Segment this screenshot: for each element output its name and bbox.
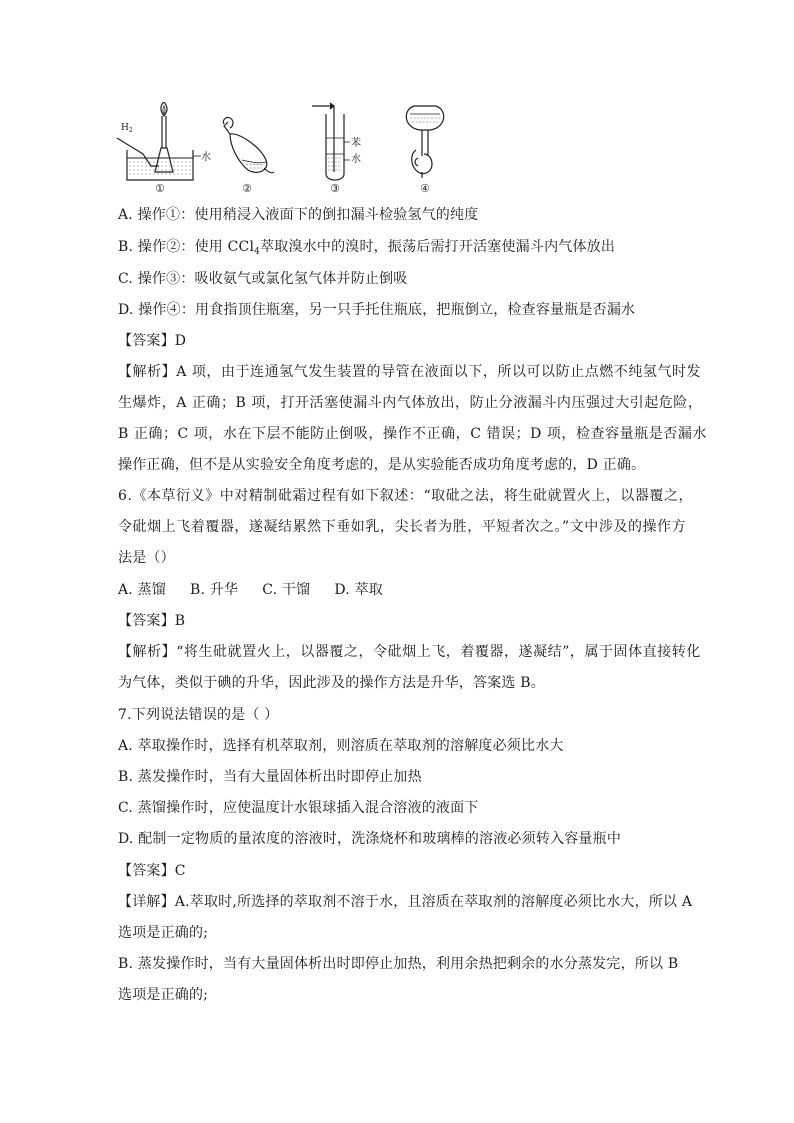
q6-option-c: C. 干馏	[262, 582, 311, 598]
figure-2-drawing	[220, 102, 280, 194]
figure-2-separatory-funnel	[220, 102, 280, 194]
figure-4-volumetric-flask	[400, 102, 460, 194]
q5-analysis-line-4: 操作正确，但不是从实验安全角度考虑的，是从实验能否成功角度考虑的，D 正确。	[118, 457, 646, 473]
q7-detail-line-2: 选项是正确的;	[118, 925, 209, 941]
q5-option-d: D. 操作④：用食指顶住瓶塞，另一只手托住瓶底，把瓶倒立，检查容量瓶是否漏水	[118, 302, 636, 318]
q5-answer: 【答案】D	[118, 333, 187, 349]
q6-stem-line-2: 令砒烟上飞着覆器，遂凝结累然下垂如乳，尖长者为胜，平短者次之。”文中涉及的操作方	[118, 519, 687, 535]
svg-text:水: 水	[201, 152, 211, 163]
q7-option-b: B. 蒸发操作时，当有大量固体析出时即停止加热	[118, 769, 422, 785]
q5-analysis-line-2: 生爆炸，A 正确；B 项，打开活塞使漏斗内气体放出，防止分液漏斗内压强过大引起危险，	[118, 395, 703, 411]
figure-3-drawing	[310, 102, 370, 194]
q7-detail-line-3: B. 蒸发操作时，当有大量固体析出时即停止加热，利用余热把剩余的水分蒸发完，所以 B	[118, 956, 679, 972]
svg-text:③: ③	[330, 182, 340, 194]
svg-text:苯: 苯	[351, 138, 361, 149]
svg-text:水: 水	[351, 154, 361, 165]
apparatus-figures	[115, 102, 455, 194]
q6-option-a: A. 蒸馏	[118, 582, 167, 598]
q5-option-b	[118, 237, 615, 262]
q6-analysis-line-2: 为气体，类似于碘的升华，因此涉及的操作方法是升华，答案选 B。	[118, 675, 545, 691]
figure-3-test-tube	[310, 102, 370, 194]
q5-option-c: C. 操作③：吸收氨气或氯化氢气体并防止倒吸	[118, 271, 408, 287]
q7-option-a: A. 萃取操作时，选择有机萃取剂，则溶质在萃取剂的溶解度必须比水大	[118, 738, 564, 754]
q5-analysis-line-1: 【解析】A 项，由于连通氢气发生装置的导管在液面以下，所以可以防止点燃不纯氢气时发	[118, 364, 702, 380]
q5-option-b-text-rest: 萃取溴水中的溴时，振荡后需打开活塞使漏斗内气体放出	[260, 239, 616, 255]
q5-option-a: A. 操作①：使用稍浸入液面下的倒扣漏斗检验氢气的纯度	[118, 207, 479, 223]
q7-option-c: C. 蒸馏操作时，应使温度计水银球插入混合溶液的液面下	[118, 800, 479, 816]
q5-option-b-subscript: 4	[254, 247, 261, 257]
figure-1-drawing	[115, 102, 215, 194]
q7-detail-line-4: 选项是正确的;	[118, 987, 209, 1003]
q6-options	[118, 580, 383, 600]
svg-text:④: ④	[420, 182, 430, 194]
q7-option-d: D. 配制一定物质的量浓度的溶液时，洗涤烧杯和玻璃棒的溶液必须转入容量瓶中	[118, 831, 622, 847]
q7-stem: 7.下列说法错误的是（ ）	[118, 707, 279, 723]
figure-1-inverted-funnel	[115, 102, 215, 194]
q5-analysis-line-3: B 正确；C 项，水在下层不能防止倒吸，操作不正确，C 错误；D 项，检查容量瓶是否漏水	[118, 426, 707, 442]
q7-detail-line-1: 【详解】A.萃取时,所选择的萃取剂不溶于水，且溶质在萃取剂的溶解度必须比水大，所以 A	[118, 894, 693, 910]
svg-text:①: ①	[155, 182, 165, 194]
q7-answer: 【答案】C	[118, 863, 186, 879]
q6-option-b: B. 升华	[190, 582, 239, 598]
svg-text:②: ②	[242, 182, 252, 194]
q6-answer: 【答案】B	[118, 613, 186, 629]
q6-stem-line-3: 法是（）	[118, 550, 175, 566]
q6-stem-line-1: 6.《本草衍义》中对精制砒霜过程有如下叙述：“取砒之法，将生砒就置火上，以器覆之，	[118, 488, 694, 504]
figure-4-drawing	[400, 102, 460, 194]
svg-text:H2: $H_2$	[121, 123, 133, 134]
q6-analysis-line-1: 【解析】“将生砒就置火上，以器覆之，令砒烟上飞，着覆器，遂凝结”，属于固体直接转化	[118, 644, 701, 660]
q6-option-d: D. 萃取	[334, 582, 383, 598]
q5-option-b-text: B. 操作②：使用 CCl	[118, 239, 255, 255]
